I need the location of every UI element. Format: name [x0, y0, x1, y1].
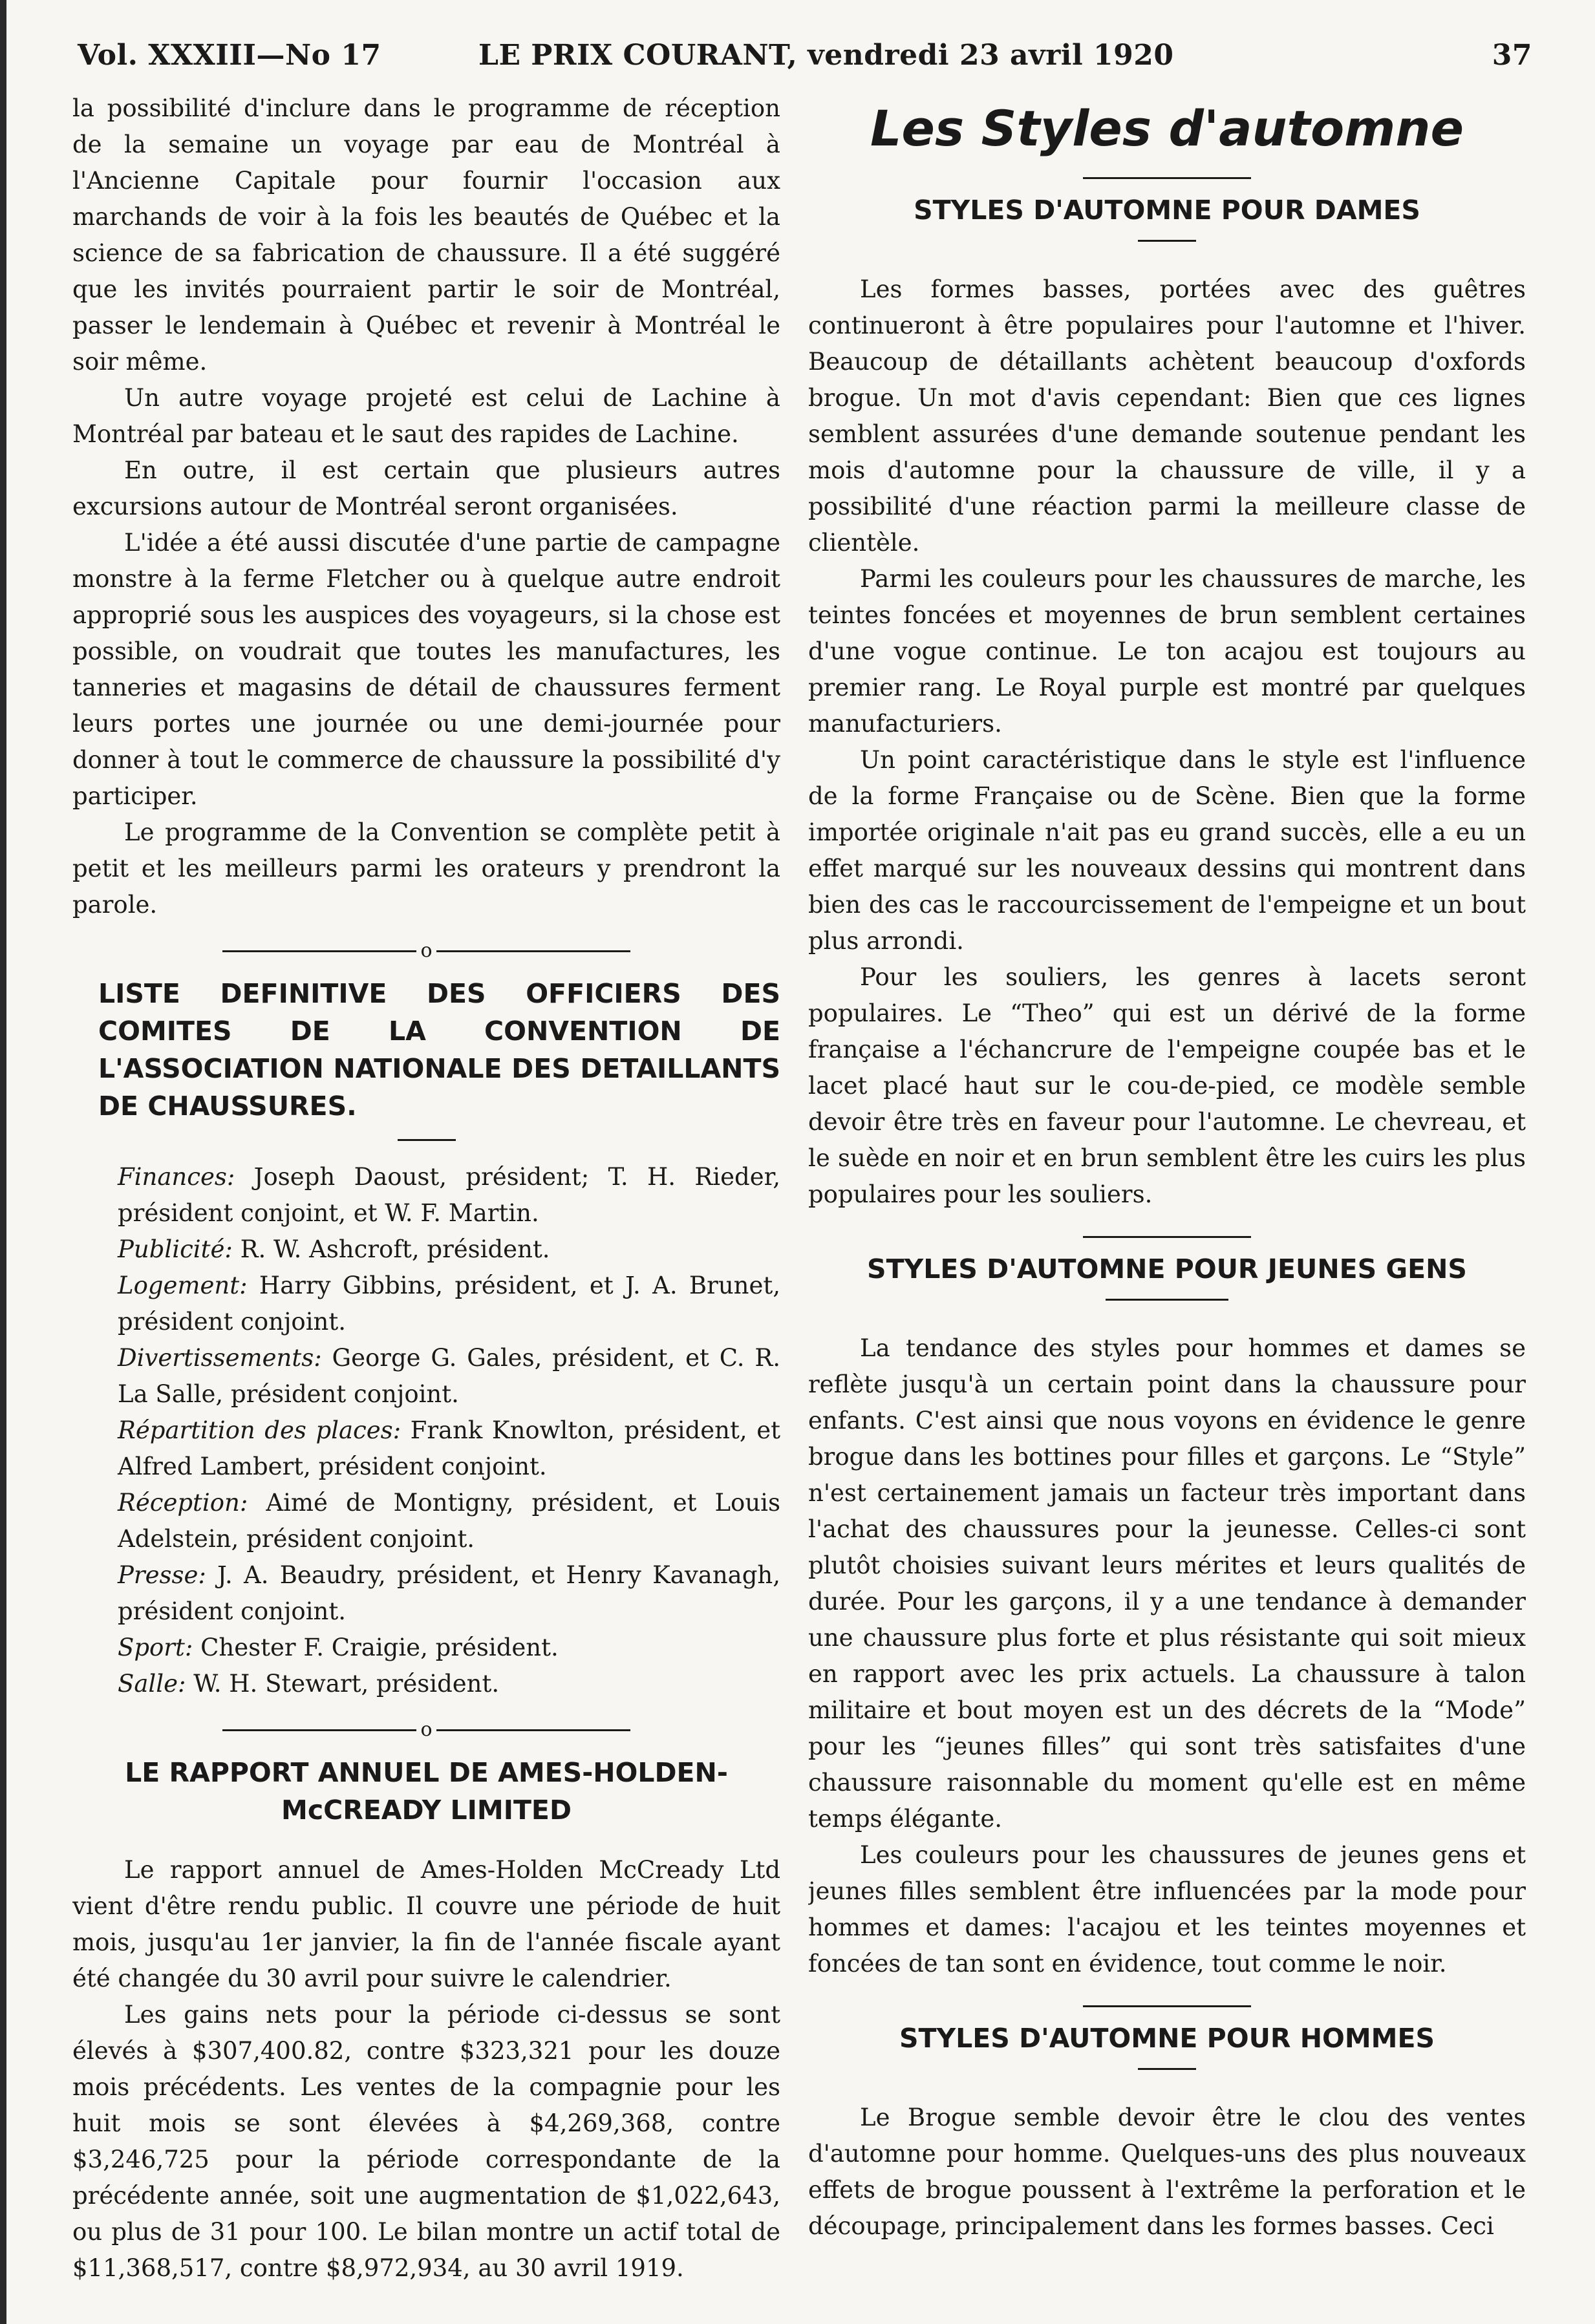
- article-title: Les Styles d'automne: [870, 100, 1464, 157]
- committee-name: Divertissements:: [118, 1344, 322, 1372]
- committee-name: Réception:: [118, 1489, 248, 1517]
- section-divider: o: [72, 1720, 780, 1740]
- dames-paragraph: Parmi les couleurs pour les chaussures de marche, les teintes foncées et moyennes de brun semblent certaines d'une vogue continue. Le ton acajou est toujours au premier rang. Le Royal purple est montré par quelques manufacturiers.: [808, 565, 1526, 738]
- hommes-paragraph: Le Brogue semble devoir être le clou des ventes d'automne pour homme. Quelques-uns des plus nouveaux effets de brogue poussent à l'extrême la perforation et le découpage, principalement dans les formes basses. Ceci: [808, 2104, 1526, 2240]
- dames-paragraph: Pour les souliers, les genres à lacets seront populaires. Le “Theo” qui est un dérivé de la forme française a l'échancrure de l'empeigne coupée bas et le lacet placé haut sur le cou-de-pied, ce modèle semble devoir être très en faveur pour l'automne. Le chevreau, et le suède en noir et en brun semblent être les cuirs les plus populaires pour les souliers.: [808, 963, 1526, 1208]
- committee-members: Frank Knowlton, président, et Alfred Lambert, président conjoint.: [118, 1416, 780, 1480]
- committee-members: Harry Gibbins, président, et J. A. Brunet, président conjoint.: [118, 1272, 780, 1336]
- section-heading-jeunes-gens: STYLES D'AUTOMNE POUR JEUNES GENS: [867, 1253, 1467, 1285]
- committee-members: George G. Gales, président, et C. R. La Salle, président conjoint.: [118, 1344, 780, 1408]
- officer-entry: [72, 1231, 780, 1268]
- committee-name: Publicité:: [118, 1235, 233, 1263]
- jeunes-gens-paragraph: Les couleurs pour les chaussures de jeunes gens et jeunes filles semblent être influencées par la mode pour hommes et dames: l'acajou et les teintes moyennes et foncées de tan sont en évidence, tout comme le noir.: [808, 1841, 1526, 1978]
- officer-entry: [72, 1557, 780, 1630]
- binding-edge: [0, 0, 6, 2324]
- intro-paragraph: Le programme de la Convention se complète petit à petit et les meilleurs parmi les orateurs y prendront la parole.: [72, 818, 780, 919]
- officer-entry: [72, 1485, 780, 1557]
- committee-members: Chester F. Craigie, président.: [193, 1634, 559, 1661]
- section-heading-dames: STYLES D'AUTOMNE POUR DAMES: [914, 195, 1420, 226]
- officers-heading: LISTE DEFINITIVE DES OFFICIERS DES COMITES DE LA CONVENTION DE L'ASSOCIATION NATIONALE DES DETAILLANTS DE CHAUSSURES.: [98, 978, 780, 1122]
- committee-members: Aimé de Montigny, président, et Louis Adelstein, président conjoint.: [118, 1489, 780, 1553]
- committee-name: Sport:: [118, 1634, 193, 1661]
- page-header: [78, 39, 1532, 84]
- publication-title-date: LE PRIX COURANT, vendredi 23 avril 1920: [478, 39, 1174, 72]
- right-column: [808, 91, 1526, 2301]
- section-rule: [1083, 1236, 1251, 1238]
- section-divider: o: [72, 941, 780, 961]
- dames-paragraph: Un point caractéristique dans le style est l'influence de la forme Française ou de Scène. Bien que la forme importée originale n'ait pas eu grand succès, elle a eu un effet marqué sur les nouveaux dessins qui montrent dans bien des cas le raccourcissement de l'empeigne et un bout plus arrondi.: [808, 746, 1526, 955]
- committee-members: R. W. Ashcroft, président.: [232, 1235, 550, 1263]
- intro-paragraph: la possibilité d'inclure dans le programme de réception de la semaine un voyage par eau de Montréal à l'Ancienne Capitale pour fournir l'occasion aux marchands de voir à la fois les beautés de Québec et la science de sa fabrication de chaussure. Il a été suggéré que les invités pourraient partir le soir de Montréal, passer le lendemain à Québec et revenir à Montréal le soir même.: [72, 94, 780, 376]
- officer-entry: [72, 1413, 780, 1485]
- officer-entry: [72, 1340, 780, 1413]
- committee-name: Presse:: [118, 1561, 206, 1589]
- report-paragraph: Le rapport annuel de Ames-Holden McCready Ltd vient d'être rendu public. Il couvre une période de huit mois, jusqu'au 1er janvier, la fin de l'année fiscale ayant été changée du 30 avril pour suivre le calendrier.: [72, 1856, 780, 1992]
- intro-paragraph: En outre, il est certain que plusieurs autres excursions autour de Montréal seront organisées.: [72, 456, 780, 520]
- section-rule: [1083, 2005, 1251, 2007]
- jeunes-gens-paragraph: La tendance des styles pour hommes et dames se reflète jusqu'à un certain point dans la chaussure pour enfants. C'est ainsi que nous voyons en évidence le genre brogue dans les bottines pour filles et garçons. Le “Style” n'est certainement jamais un facteur très important dans l'achat des chaussures pour la jeunesse. Celles-ci sont plutôt choisies suivant leurs mérites et leurs qualités de durée. Pour les garçons, il y a une tendance à demander une chaussure plus forte et plus résistante qui soit mieux en rapport avec les prix actuels. La chaussure à talon militaire et bout moyen est un des décrets de la “Mode” pour les “jeunes filles” qui sont très satisfaites d'une chaussure raisonnable du moment qu'elle est en même temps élégante.: [808, 1334, 1526, 1833]
- committee-name: Salle:: [118, 1670, 186, 1698]
- dames-paragraph: Les formes basses, portées avec des guêtres continueront à être populaires pour l'automne et l'hiver. Beaucoup de détaillants achètent beaucoup d'oxfords brogue. Un mot d'avis cependant: Bien que ces lignes semblent assurées d'une demande soutenue pendant les mois d'automne pour la chaussure de ville, il y a possibilité d'une réaction parmi la meilleure classe de clientèle.: [808, 275, 1526, 557]
- heading-rule: [398, 1139, 456, 1141]
- officer-entry: [72, 1268, 780, 1340]
- report-paragraph: Les gains nets pour la période ci-dessus se sont élevés à $307,400.82, contre $323,321 pour les douze mois précédents. Les ventes de la compagnie pour les huit mois se sont élevées à $4,269,368, contre $3,246,725 pour la période correspondante de la précédente année, soit une augmentation de $1,022,643, ou plus de 31 pour 100. Le bilan montre un actif total de $11,368,517, contre $8,972,934, au 30 avril 1919.: [72, 2001, 780, 2282]
- officer-entry: [72, 1630, 780, 1666]
- volume-number: Vol. XXXIII—No 17: [78, 39, 381, 72]
- committee-members: J. A. Beaudry, président, et Henry Kavanagh, président conjoint.: [118, 1561, 780, 1625]
- committee-members: Joseph Daoust, président; T. H. Rieder, président conjoint, et W. F. Martin.: [118, 1163, 780, 1227]
- page-number: 37: [1492, 39, 1532, 72]
- intro-paragraph: L'idée a été aussi discutée d'une partie de campagne monstre à la ferme Fletcher ou à quelque autre endroit approprié sous les auspices des voyageurs, si la chose est possible, on voudrait que toutes les manufactures, les tanneries et magasins de détail de chaussures ferment leurs portes une journée ou une demi-journée pour donner à tout le commerce de chaussure la possibilité d'y participer.: [72, 529, 780, 810]
- committee-name: Finances:: [118, 1163, 235, 1191]
- committee-name: Logement:: [118, 1272, 248, 1299]
- left-column: [72, 91, 780, 2301]
- committee-name: Répartition des places:: [118, 1416, 401, 1444]
- intro-paragraph: Un autre voyage projeté est celui de Lachine à Montréal par bateau et le saut des rapides de Lachine.: [72, 384, 780, 448]
- officer-entry: [72, 1159, 780, 1231]
- committee-members: W. H. Stewart, président.: [186, 1670, 500, 1698]
- report-heading: LE RAPPORT ANNUEL DE AMES-HOLDEN-McCREADY LIMITED: [125, 1757, 728, 1826]
- section-heading-hommes: STYLES D'AUTOMNE POUR HOMMES: [899, 2023, 1435, 2054]
- officer-entry: [72, 1666, 780, 1702]
- title-rule: [1083, 177, 1251, 179]
